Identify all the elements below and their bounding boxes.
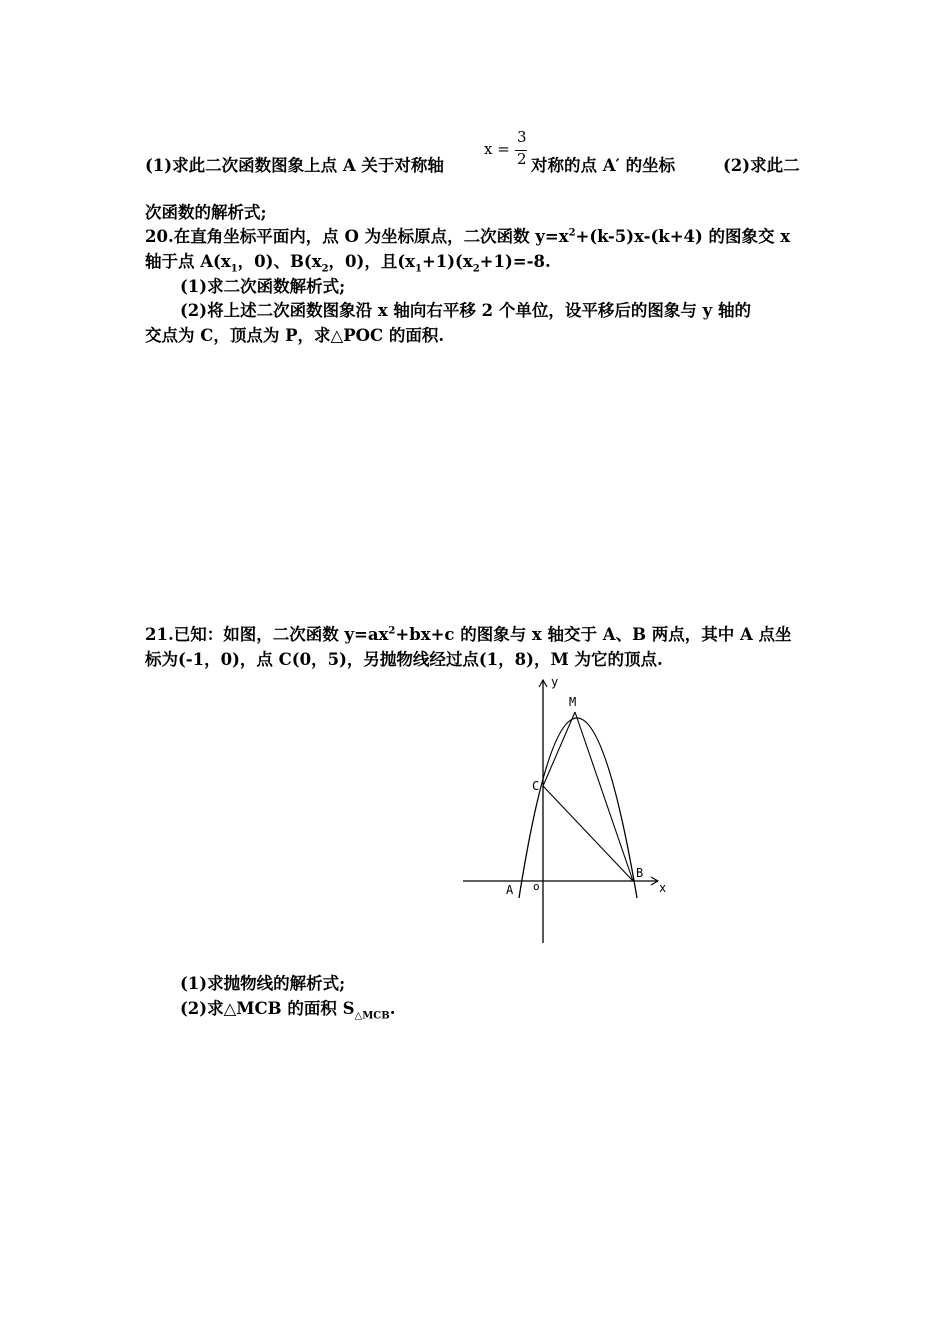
parabola-figure — [455, 672, 680, 947]
q20-l2-s3: 1 — [414, 263, 422, 275]
q19-part1-post — [531, 155, 675, 177]
q21-part1-text: (1)求抛物线的解析式; — [180, 974, 346, 993]
q21-part2-sub: △MCB — [354, 1010, 390, 1022]
axis-denominator: 2 — [517, 150, 527, 168]
q21-line1 — [145, 624, 792, 646]
q20-line2 — [145, 251, 551, 273]
q21-part2-end: . — [389, 999, 396, 1018]
q19-part2-text: (2)求此二 — [723, 156, 800, 175]
q19-part1-line — [145, 155, 444, 177]
q19-part2-cont-text: 次函数的解析式; — [145, 203, 267, 222]
parabola-curve — [519, 718, 637, 898]
q20-l2-s4: 2 — [472, 263, 480, 275]
q20-line1 — [145, 226, 790, 248]
label-O: o — [533, 880, 540, 893]
label-M: M — [569, 695, 577, 709]
segment-CM — [543, 712, 575, 786]
axis-numerator: 3 — [517, 128, 527, 146]
q19-part2-cont — [145, 202, 267, 224]
q20-l2-s2: 2 — [321, 263, 329, 275]
q19-part1-post-text: 对称的点 A′ 的坐标 — [531, 156, 676, 175]
label-B: B — [636, 866, 644, 880]
label-A: A — [506, 883, 514, 897]
q20-l2-a: 轴于点 A(x — [145, 252, 231, 271]
q20-part1 — [180, 276, 345, 298]
q19-part1-text: (1)求此二次函数图象上点 A 关于对称轴 — [145, 156, 444, 175]
q20-part2 — [180, 300, 751, 322]
q20-l1-sup: 2 — [568, 227, 576, 239]
axis-lhs: x = — [484, 140, 510, 158]
q21-l1-b: +bx+c 的图象与 x 轴交于 A、B 两点，其中 A 点坐 — [395, 625, 792, 644]
q19-part2-line — [723, 155, 800, 177]
q20-l1-a: 20.在直角坐标平面内，点 O 为坐标原点，二次函数 y=x — [145, 227, 569, 246]
label-x: x — [659, 881, 667, 895]
q20-l2-s1: 1 — [230, 263, 238, 275]
q21-l1-sup: 2 — [388, 625, 396, 637]
q20-l2-c: ，0)，且(x — [328, 252, 415, 271]
q21-l2-text: 标为(-1，0)，点 C(0，5)，另抛物线经过点(1，8)，M 为它的顶点. — [145, 650, 663, 669]
q20-part2-cont — [145, 325, 444, 347]
segment-CB — [543, 786, 633, 881]
q20-l2-d: +1)(x — [421, 252, 473, 271]
q20-l1-b: +(k-5)x-(k+4) 的图象交 x — [575, 227, 791, 246]
q21-l1-a: 21.已知：如图，二次函数 y=ax — [145, 625, 389, 644]
q20-part1-text: (1)求二次函数解析式; — [180, 277, 346, 296]
q20-part2-cont-text: 交点为 C，顶点为 P，求△POC 的面积. — [145, 326, 445, 345]
q20-l2-b: ，0)、B(x — [237, 252, 322, 271]
label-y: y — [551, 675, 559, 689]
label-C: C — [532, 779, 540, 793]
q21-line2 — [145, 649, 663, 671]
q21-part2 — [180, 998, 395, 1020]
segment-MB — [575, 712, 633, 881]
q20-l2-e: +1)=-8. — [479, 252, 551, 271]
q21-part1 — [180, 973, 345, 995]
q21-part2-text: (2)求△MCB 的面积 S — [180, 999, 355, 1018]
q20-part2-text: (2)将上述二次函数图象沿 x 轴向右平移 2 个单位，设平移后的图象与 y 轴的 — [180, 301, 751, 320]
